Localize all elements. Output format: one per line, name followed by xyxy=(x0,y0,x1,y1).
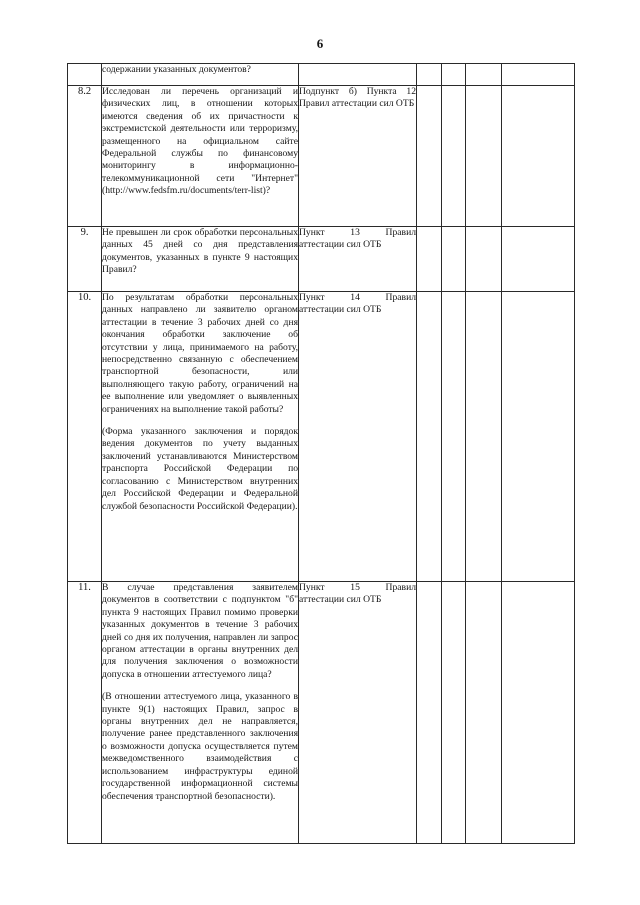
page-number: 6 xyxy=(316,36,324,51)
mark-cell-na[interactable] xyxy=(466,582,502,844)
question-cell xyxy=(102,86,299,227)
note-cell[interactable] xyxy=(502,227,575,292)
question-paragraph: (Форма указанного заключения и порядок ведения документов по учету выданных заключений устанавливаются Министерством транспорта Российской Федерации по согласованию с Министерством внутренних дел Российской Федерации и Федеральной службой безопасности Российской Федерации). xyxy=(102,426,298,512)
mark-cell-na[interactable] xyxy=(466,292,502,582)
mark-cell-no[interactable] xyxy=(442,292,466,582)
mark-cell-yes[interactable] xyxy=(417,227,442,292)
row-number xyxy=(68,64,102,86)
reference-text: Подпункт б) Пункта 12 Правил аттестации сил ОТБ xyxy=(299,86,416,110)
mark-cell-yes[interactable] xyxy=(417,292,442,582)
question-cell xyxy=(102,227,299,292)
reference-cell xyxy=(299,86,417,227)
mark-cell-yes[interactable] xyxy=(417,86,442,227)
question-paragraph: (В отношении аттестуемого лица, указанного в пункте 9(1) настоящих Правил, запрос в органы внутренних дел не направляется, получение ранее представленного заключения о возможности допуска осуществляется путем межведомственного взаимодействия с использованием инфраструктуры единой государственной информационной системы обеспечения транспортной безопасности). xyxy=(102,691,298,802)
note-cell[interactable] xyxy=(502,292,575,582)
mark-cell-yes[interactable] xyxy=(417,582,442,844)
mark-cell-na[interactable] xyxy=(466,86,502,227)
reference-cell xyxy=(299,292,417,582)
mark-cell-no[interactable] xyxy=(442,86,466,227)
reference-cell xyxy=(299,227,417,292)
mark-cell-yes[interactable] xyxy=(417,64,442,86)
mark-cell-no[interactable] xyxy=(442,64,466,86)
table-row xyxy=(68,64,575,86)
question-paragraph: В случае представления заявителем документов в соответствии с подпунктом "б" пункта 9 настоящих Правил помимо проверки указанных документов в течение 3 рабочих дней со дня их получения, направлен ли запрос органом аттестации в органы внутренних дел для получения заключения о возможности допуска в отношении аттестуемого лица? xyxy=(102,582,298,680)
row-number: 8.2 xyxy=(68,86,102,227)
mark-cell-na[interactable] xyxy=(466,64,502,86)
note-cell[interactable] xyxy=(502,582,575,844)
reference-text: Пункт 13 Правил аттестации сил ОТБ xyxy=(299,227,416,251)
checklist-table xyxy=(67,63,575,844)
reference-text: Пункт 14 Правил аттестации сил ОТБ xyxy=(299,292,416,316)
question-paragraph: По результатам обработки персональных данных направлено ли заявителю органом аттестации в течение 3 рабочих дней со дня окончания обработки заключение об отсутствии у лица, принимаемого на работу, непосредственно связанную с обеспечением транспортной безопасности, или выполняющего такую работу, ограничений на ее выполнение или уведомляет о выявленных ограничениях на выполнение такой работы? xyxy=(102,292,298,415)
table-row xyxy=(68,582,575,844)
mark-cell-na[interactable] xyxy=(466,227,502,292)
question-paragraph: Не превышен ли срок обработки персональных данных 45 дней со дня представления документов, указанных в пункте 9 настоящих Правил? xyxy=(102,227,298,276)
note-cell[interactable] xyxy=(502,86,575,227)
reference-cell xyxy=(299,582,417,844)
question-cell xyxy=(102,292,299,582)
note-cell[interactable] xyxy=(502,64,575,86)
question-cell xyxy=(102,64,299,86)
question-cell xyxy=(102,582,299,844)
table-row xyxy=(68,292,575,582)
row-number: 10. xyxy=(68,292,102,582)
question-paragraph: содержании указанных документов? xyxy=(102,64,251,75)
row-number: 11. xyxy=(68,582,102,844)
table-row xyxy=(68,86,575,227)
question-paragraph: Исследован ли перечень организаций и физических лиц, в отношении которых имеются сведения об их причастности к экстремистской деятельности или терроризму, размещенного на официальном сайте Федеральной службы по финансовому мониторингу в информационно-телекоммуникационной сети "Интернет" (http://www.fedsfm.ru/documents/terr-list)? xyxy=(102,86,298,197)
mark-cell-no[interactable] xyxy=(442,227,466,292)
reference-cell xyxy=(299,64,417,86)
mark-cell-no[interactable] xyxy=(442,582,466,844)
reference-text: Пункт 15 Правил аттестации сил ОТБ xyxy=(299,582,416,606)
table-row xyxy=(68,227,575,292)
row-number: 9. xyxy=(68,227,102,292)
